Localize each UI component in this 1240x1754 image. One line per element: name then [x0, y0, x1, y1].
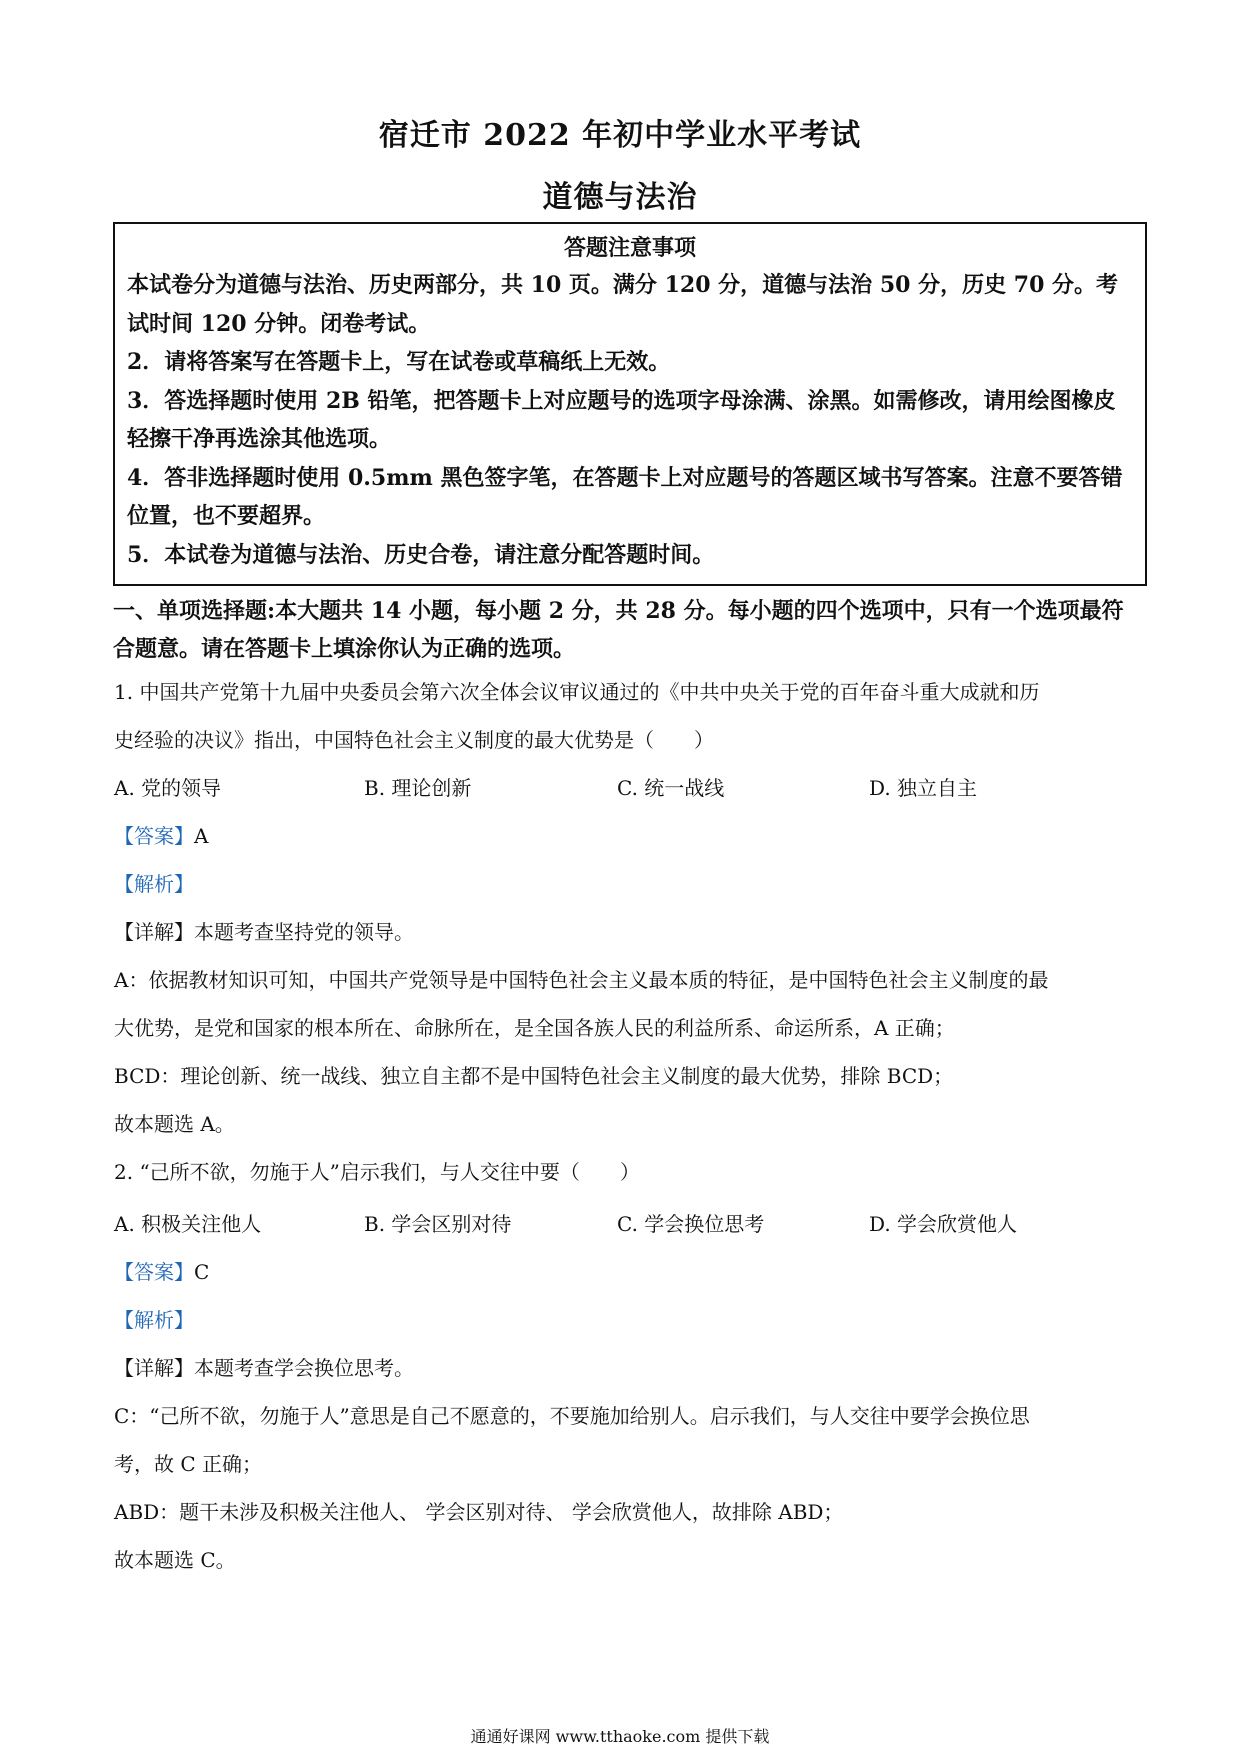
answer-tag: 【答案】 — [114, 824, 194, 848]
q1-explanation-line1: A：依据教材知识可知，中国共产党领导是中国特色社会主义最本质的特征，是中国特色社会主义制度的最 — [114, 968, 1049, 992]
notice-heading: 答题注意事项 — [563, 235, 696, 261]
q2-answer — [114, 1256, 209, 1285]
notice-box — [113, 222, 1147, 586]
q1-explanation-line3: BCD：理论创新、统一战线、独立自主都不是中国特色社会主义制度的最大优势，排除 BCD； — [114, 1064, 954, 1088]
q2-option-b: B. 学会区别对待 — [364, 1212, 512, 1236]
q1-stem-line1: 1. 中国共产党第十九届中央委员会第六次全体会议审议通过的《中共中央关于党的百年奋斗重大成就和历 — [114, 680, 1040, 704]
answer-value: A — [194, 824, 209, 848]
q1-conclusion: 故本题选 A。 — [114, 1112, 235, 1136]
q1-answer — [114, 820, 208, 849]
q1-stem-line2: 史经验的决议》指出，中国特色社会主义制度的最大优势是（ ） — [114, 728, 714, 752]
exam-subject: 道德与法治 — [542, 180, 698, 215]
notice-item: 本试卷分为道德与法治、历史两部分，共 10 页。满分 120 分，道德与法治 50 分，历史 70 分。考试时间 120 分钟。闭卷考试。 — [127, 272, 1119, 337]
q2-explanation-line1: C：“己所不欲，勿施于人”意思是自己不愿意的，不要施加给别人。启示我们，与人交往中要学会换位思 — [114, 1404, 1030, 1428]
q2-option-d: D. 学会欣赏他人 — [869, 1212, 1018, 1236]
q1-analysis-tag: 【解析】 — [114, 872, 194, 896]
notice-item: 5．本试卷为道德与法治、历史合卷，请注意分配答题时间。 — [127, 541, 715, 568]
q1-option-c: C. 统一战线 — [617, 776, 725, 800]
q1-explanation-line2: 大优势，是党和国家的根本所在、命脉所在，是全国各族人民的利益所系、命运所系，A 正确； — [114, 1016, 955, 1040]
q2-stem: 2. “己所不欲，勿施于人”启示我们，与人交往中要（ ） — [114, 1160, 640, 1184]
q1-detail: 【详解】本题考查坚持党的领导。 — [114, 920, 414, 944]
q2-analysis-tag: 【解析】 — [114, 1308, 194, 1332]
notice-item: 4．答非选择题时使用 0.5mm 黑色签字笔，在答题卡上对应题号的答题区域书写答案。注意不要答错位置，也不要超界。 — [127, 464, 1123, 529]
q2-option-a: A. 积极关注他人 — [114, 1212, 262, 1236]
section-heading: 一、单项选择题:本大题共 14 小题，每小题 2 分，共 28 分。每小题的四个选项中，只有一个选项最符合题意。请在答题卡上填涂你认为正确的选项。 — [113, 598, 1124, 662]
notice-item: 2．请将答案写在答题卡上，写在试卷或草稿纸上无效。 — [127, 349, 671, 375]
q1-option-a: A. 党的领导 — [114, 776, 222, 800]
page-footer: 通通好课网 www.tthaoke.com 提供下载 — [470, 1727, 770, 1746]
q1-option-d: D. 独立自主 — [869, 776, 978, 800]
q2-detail: 【详解】本题考查学会换位思考。 — [114, 1356, 414, 1380]
notice-item: 3．答选择题时使用 2B 铅笔，把答题卡上对应题号的选项字母涂满、涂黑。如需修改，请用绘图橡皮轻擦干净再选涂其他选项。 — [127, 387, 1116, 452]
q2-explanation-line2: 考，故 C 正确； — [114, 1452, 263, 1476]
q2-option-c: C. 学会换位思考 — [617, 1212, 765, 1236]
answer-value: C — [194, 1260, 210, 1284]
answer-tag: 【答案】 — [114, 1260, 194, 1284]
q2-conclusion: 故本题选 C。 — [114, 1548, 236, 1572]
q2-explanation-line3: ABD：题干未涉及积极关注他人、 学会区别对待、 学会欣赏他人，故排除 ABD； — [114, 1500, 844, 1524]
exam-title: 宿迁市 2022 年初中学业水平考试 — [378, 118, 862, 153]
q1-option-b: B. 理论创新 — [364, 776, 472, 800]
